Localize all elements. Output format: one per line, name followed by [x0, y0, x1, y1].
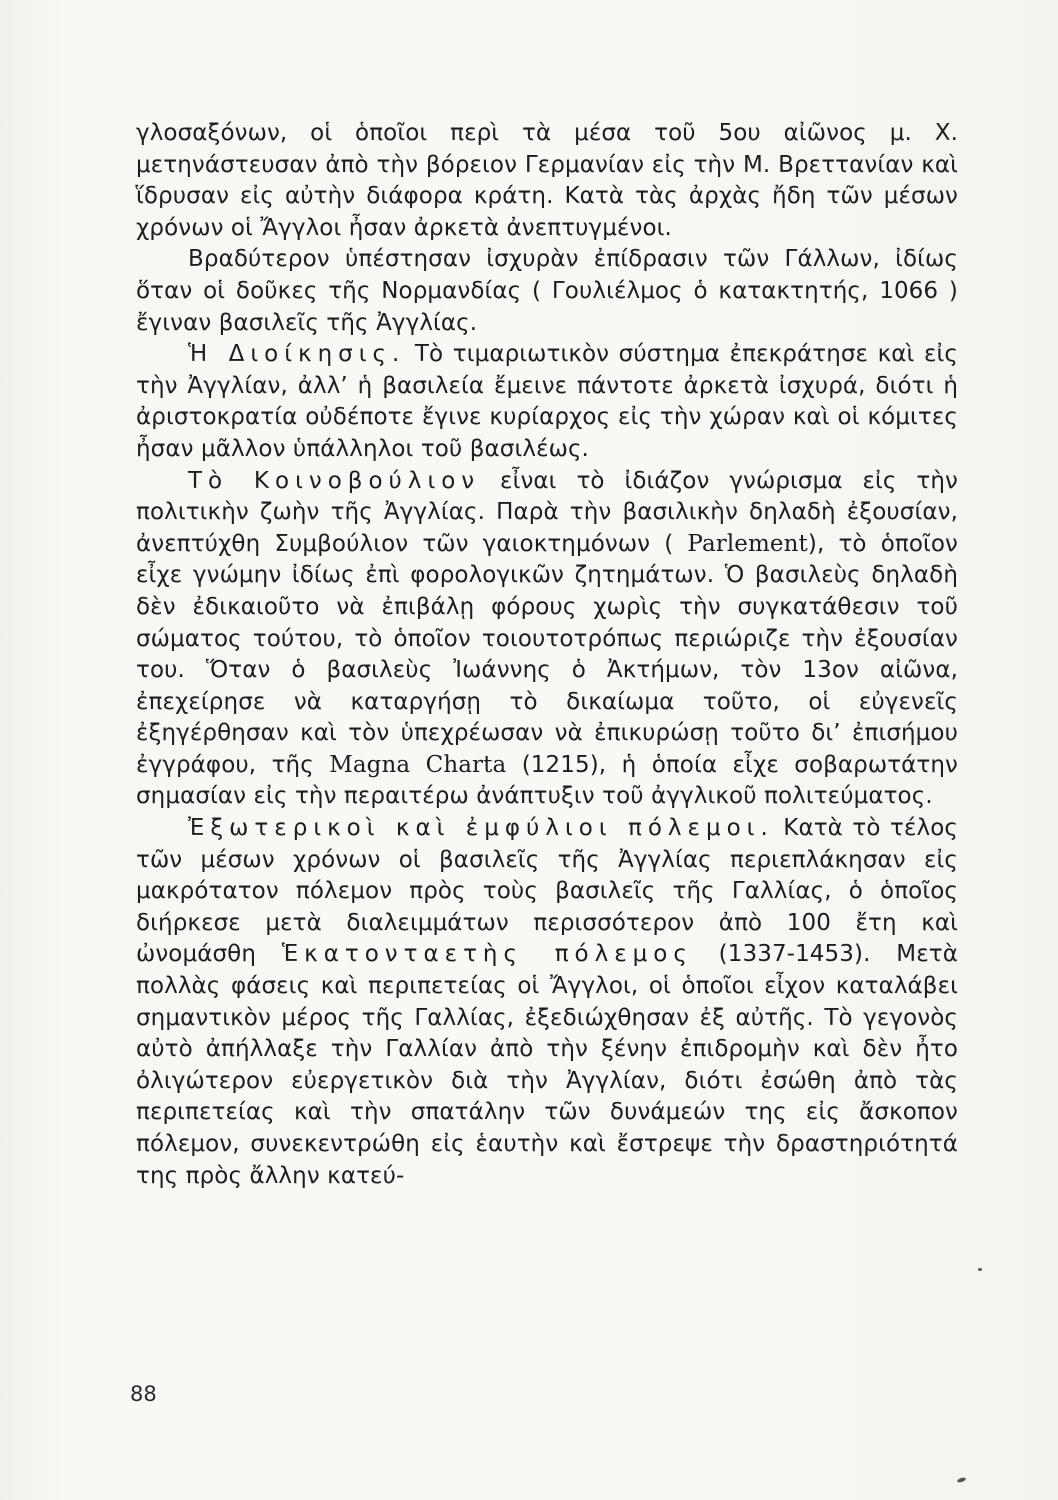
- section-heading: Ἐξωτερικοὶ καὶ ἐμφύλιοι πόλεμοι.: [188, 815, 774, 842]
- section-heading: Ἡ Διοίκησις.: [188, 341, 406, 368]
- paragraph: [136, 813, 958, 1192]
- text-segment: Κατὰ τὸ τέλος τῶν μέσων χρόνων οἱ βασιλεῖς τῆς Ἀγγλίας περιεπλάκησαν εἰς μακρότατον πόλεμον πρὸς τοὺς βασιλεῖς τῆς Γαλλίας, ὁ ὁποῖος διήρκεσε μετὰ διαλειμμάτων περισσότερον ἀπὸ 100 ἔτη καὶ ὠνομάσθη: [136, 815, 958, 968]
- text-segment: Βραδύτερον ὑπέστησαν ἰσχυρὰν ἐπίδρασιν τῶν Γάλλων, ἰδίως ὅταν οἱ δοῦκες τῆς Νορμανδίας ( Γουλιέλμος ὁ κατακτητής, 1066 ) ἔγιναν βασιλεῖς τῆς Ἀγγλίας.: [136, 246, 958, 336]
- body-text: [136, 118, 958, 1192]
- text-segment: (1337-1453). Μετὰ πολλὰς φάσεις καὶ περιπετείας οἱ Ἄγγλοι, οἱ ὁποῖοι εἶχον καταλάβει σημαντικὸν μέρος τῆς Γαλλίας, ἐξεδιώχθησαν ἐξ αὐτῆς. Τὸ γεγονὸς αὐτὸ ἀπήλλαξε τὴν Γαλλίαν ἀπὸ τὴν ξένην ἐπιδρομὴν καὶ δὲν ἦτο ὀλιγώτερον εὐεργετικὸν διὰ τὴν Ἀγγλίαν, διότι ἐσώθη ἀπὸ τὰς περιπετείας καὶ τὴν σπατάλην τῶν δυνάμεών της εἰς ἄσκοπον πόλεμον, συνεκεντρώθη εἰς ἑαυτὴν καὶ ἔστρεψε τὴν δραστηριότητά της πρὸς ἄλλην κατεύ-: [136, 941, 958, 1189]
- text-segment: ), τὸ ὁποῖον εἶχε γνώμην ἰδίως ἐπὶ φορολογικῶν ζητημάτων. Ὁ βασιλεὺς δηλαδὴ δὲν ἐδικαιοῦτο νὰ ἐπιβάλῃ φόρους χωρὶς τὴν συγκατάθεσιν τοῦ σώματος τούτου, τὸ ὁποῖον τοιουτοτρόπως περιώριζε τὴν ἐξουσίαν του. Ὅταν ὁ βασιλεὺς Ἰωάννης ὁ Ἀκτήμων, τὸν 13ον αἰῶνα, ἐπεχείρησε νὰ καταργήσῃ τὸ δικαίωμα τοῦτο, οἱ εὐγενεῖς ἐξηγέρθησαν καὶ τὸν ὑπεχρέωσαν νὰ ἐπικυρώσῃ τοῦτο δι’ ἐπισήμου ἐγγράφου, τῆς: [136, 530, 958, 778]
- print-speck: [978, 1268, 982, 1271]
- section-heading: Τὸ Κοινοβούλιον: [188, 467, 481, 494]
- paragraph: [136, 339, 958, 465]
- text-segment: (1215), ἡ ὁποία εἶχε σοβαρωτάτην σημασίαν εἰς τὴν περαιτέρω ἀνάπτυξιν τοῦ ἀγγλικοῦ πολιτεύματος.: [136, 751, 958, 810]
- paragraph: [136, 244, 958, 339]
- paragraph: [136, 466, 958, 814]
- text-segment: Magna Charta: [329, 751, 507, 778]
- section-heading: Ἑκατονταετὴς πόλεμος: [281, 941, 693, 968]
- text-segment: Parlement: [687, 530, 808, 557]
- text-segment: Τὸ τιμαριωτικὸν σύστημα ἐπεκράτησε καὶ εἰς τὴν Ἀγγλίαν, ἀλλ’ ἡ βασιλεία ἔμεινε πάντοτε ἀρκετὰ ἰσχυρά, διότι ἡ ἀριστοκρατία οὐδέποτε ἔγινε κυρίαρχος εἰς τὴν χώραν καὶ οἱ κόμιτες ἦσαν μᾶλλον ὑπάλληλοι τοῦ βασιλέως.: [136, 341, 958, 462]
- text-segment: γλοσαξόνων, οἱ ὁποῖοι περὶ τὰ μέσα τοῦ 5ου αἰῶνος μ. Χ. μετηνάστευσαν ἀπὸ τὴν βόρειον Γερμανίαν εἰς τὴν Μ. Βρεττανίαν καὶ ἵδρυσαν εἰς αὐτὴν διάφορα κράτη. Κατὰ τὰς ἀρχὰς ἤδη τῶν μέσων χρόνων οἱ Ἄγγλοι ἦσαν ἀρκετὰ ἀνεπτυγμένοι.: [136, 120, 958, 241]
- page-number: 88: [130, 1382, 157, 1406]
- print-speck: [957, 1477, 967, 1484]
- text-segment: εἶναι τὸ ἰδιάζον γνώρισμα εἰς τὴν πολιτικὴν ζωὴν τῆς Ἀγγλίας. Παρὰ τὴν βασιλικὴν δηλαδὴ ἐξουσίαν, ἀνεπτύχθη Συμβούλιον τῶν γαιοκτημόνων (: [136, 467, 958, 557]
- paragraph: [136, 118, 958, 244]
